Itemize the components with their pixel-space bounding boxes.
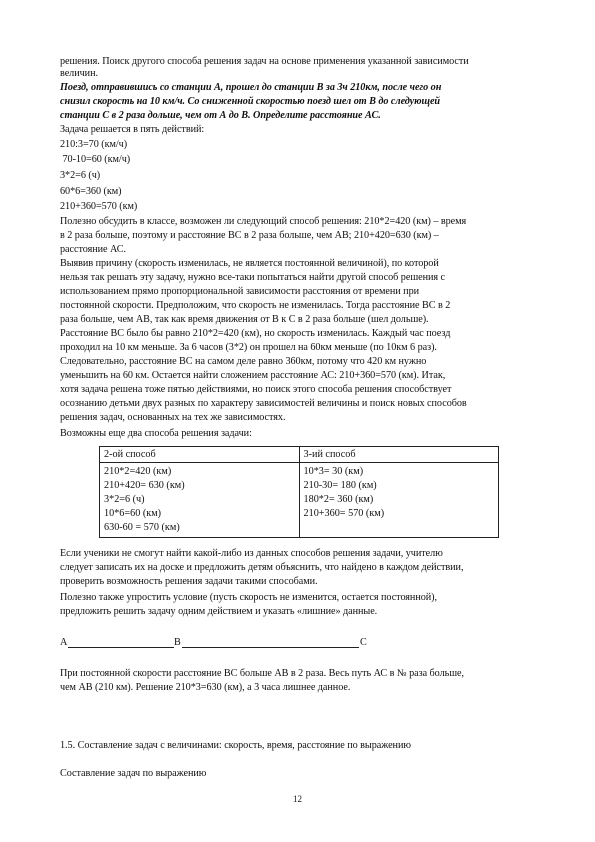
after-table-line: Полезно также упростить условие (пусть скорость не изменится, остается постоянной), (60, 592, 438, 603)
discussion-line: Следовательно, расстояние ВС на самом деле равно 360км, потому что 420 км нужно (60, 356, 427, 367)
constant-speed-line: При постоянной скорости расстояние ВС больше АВ в 2 раза. Весь путь АС в № раза больше, (60, 668, 464, 679)
method-2-step: 10*6=60 (км) (104, 508, 162, 519)
segment-bc-line (182, 647, 359, 648)
steps-intro: Задача решается в пять действий: (60, 124, 205, 135)
discussion-line: Полезно обсудить в классе, возможен ли следующий способ решения: 210*2=420 (км) – время (60, 216, 467, 227)
solution-step: 210+360=570 (км) (60, 201, 138, 212)
method-2-step: 210*2=420 (км) (104, 466, 172, 477)
after-table-line: предложить решить задачу одним действием и указать «лишние» данные. (60, 606, 378, 617)
method-2-step: 630-60 = 570 (км) (104, 522, 180, 533)
discussion-line: уменьшить на 60 км. Остается найти сложением расстояние АС: 210+360=570 (км). Итак, (60, 370, 446, 381)
table-header-method-3: 3-ий способ (299, 447, 499, 463)
discussion-line: осознанию детьми двух разных по характеру зависимостей величины и поиск новых способов (60, 398, 467, 409)
solution-methods-table (99, 446, 499, 538)
discussion-line: нельзя так решать эту задачу, нужно все-таки попытаться найти другой способ решения с (60, 272, 445, 283)
point-c-label: С (360, 637, 367, 648)
method-2-step: 210+420= 630 (км) (104, 480, 185, 491)
route-segment-diagram (60, 637, 380, 651)
solution-step: 3*2=6 (ч) (60, 170, 101, 181)
discussion-line: решения задач, основанных на тех же зависимостях. (60, 412, 286, 423)
discussion-line: использованием прямо пропорциональной зависимости расстояния от времени при (60, 286, 420, 297)
solution-step: 210:3=70 (км/ч) (60, 139, 128, 150)
page-number: 12 (293, 794, 302, 804)
discussion-line: проходил на 10 км меньше. За 6 часов (3*2) он прошел на 60км меньше (по 10км 6 раз). (60, 342, 437, 353)
discussion-line: постоянной скорости. Предположим, что скорость не изменилась. Тогда расстояние ВС в 2 (60, 300, 451, 311)
discussion-line: раза больше, чем АВ, так как время движения от В к С в 2 раза больше (шел дольше). (60, 314, 429, 325)
discussion-line: хотя задача решена тоже пятью действиями, но поиск этого способа решения способствует (60, 384, 452, 395)
solution-step: 70-10=60 (км/ч) (60, 154, 131, 165)
table-header-row (100, 447, 499, 463)
problem-text-line: снизил скорость на 10 км/ч. Со сниженной скоростью поезд шел от В до следующей (60, 96, 441, 107)
intro-line: решения. Поиск другого способа решения задач на основе применения указанной зависимости (60, 56, 469, 67)
problem-text-line: Поезд, отправившись со станции А, прошел до станции В за 3ч 210км, после чего он (60, 82, 442, 93)
section-heading: 1.5. Составление задач с величинами: скорость, время, расстояние по выражению (60, 740, 411, 751)
discussion-line: Расстояние ВС было бы равно 210*2=420 (км), но скорость изменилась. Каждый час поезд (60, 328, 451, 339)
method-3-step: 180*2= 360 (км) (303, 494, 374, 505)
point-a-label: А (60, 637, 68, 648)
method-3-step: 210+360= 570 (км) (303, 508, 385, 519)
solution-step: 60*6=360 (км) (60, 186, 122, 197)
intro-line: величин. (60, 68, 98, 79)
problem-text-line: станции С в 2 раза дольше, чем от А до В. Определите расстояние АС. (60, 110, 381, 121)
discussion-line: Выявив причину (скорость изменилась, не является постоянной величиной), по которой (60, 258, 439, 269)
method-2-cell (100, 463, 300, 538)
segment-ab-line (68, 647, 174, 648)
method-3-cell (299, 463, 499, 538)
table-header-method-2: 2-ой способ (100, 447, 300, 463)
constant-speed-line: чем АВ (210 км). Решение 210*3=630 (км), а 3 часа лишнее данное. (60, 682, 351, 693)
discussion-line: в 2 раза больше, поэтому и расстояние ВС в 2 раза больше, чем АВ; 210+420=630 (км) – (60, 230, 439, 241)
method-3-step: 10*3= 30 (км) (303, 466, 364, 477)
method-3-step: 210-30= 180 (км) (303, 480, 377, 491)
after-table-line: Если ученики не смогут найти какой-либо из данных способов решения задачи, учителю (60, 548, 443, 559)
discussion-line: Возможны еще два способа решения задачи: (60, 428, 252, 439)
discussion-line: расстояние АС. (60, 244, 127, 255)
point-b-label: В (174, 637, 181, 648)
method-2-step: 3*2=6 (ч) (104, 494, 145, 505)
table-row (100, 463, 499, 538)
after-table-line: проверить возможность решения задачи такими способами. (60, 576, 318, 587)
subheading: Составление задач по выражению (60, 768, 207, 779)
after-table-line: следует записать их на доске и предложить детям объяснить, что найдено в каждом действии, (60, 562, 464, 573)
